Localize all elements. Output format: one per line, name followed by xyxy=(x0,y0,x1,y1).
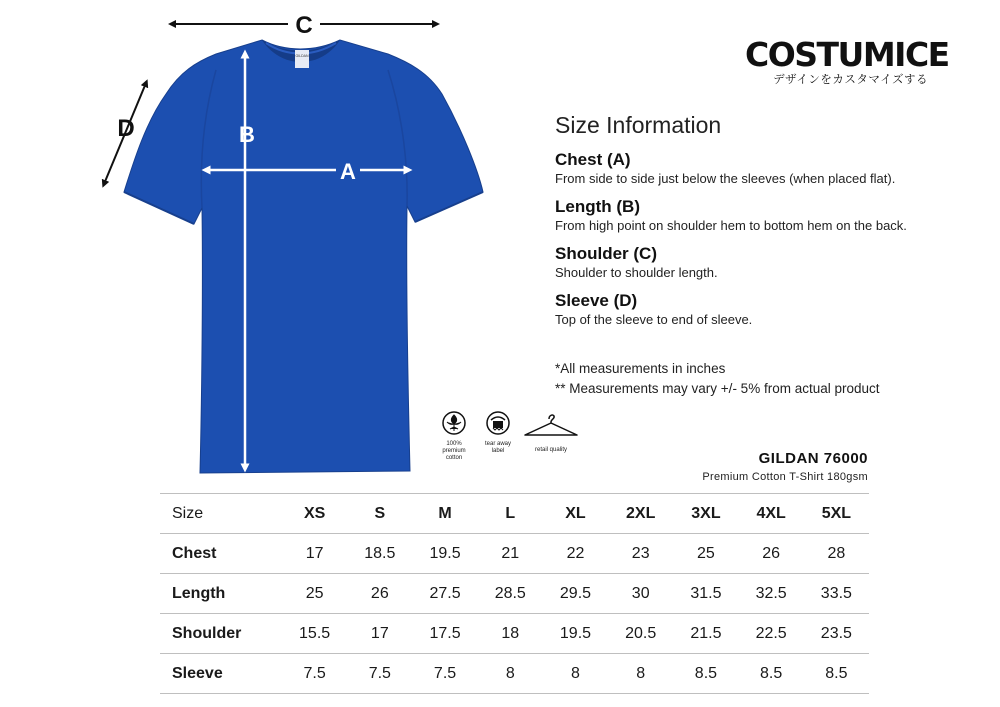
table-cell: 22.5 xyxy=(739,614,804,654)
feature-cotton-label: 100% premium cotton xyxy=(442,441,466,461)
table-cell: 15.5 xyxy=(282,614,347,654)
feature-tear-away-label: tear away label xyxy=(484,441,511,454)
info-desc: From side to side just below the sleeves (when placed flat). xyxy=(555,171,896,186)
info-heading: Length (B) xyxy=(555,197,640,216)
table-cell: 29.5 xyxy=(543,574,608,614)
table-cell: 25 xyxy=(673,534,738,574)
size-header-label: Size xyxy=(160,494,282,534)
feature-retail-label: retail quality xyxy=(534,447,567,453)
table-cell: 7.5 xyxy=(412,654,477,694)
product-info xyxy=(702,450,868,483)
info-desc: From high point on shoulder hem to bottom hem on the back. xyxy=(555,218,907,233)
feature-cotton xyxy=(437,410,471,462)
table-cell: 30 xyxy=(608,574,673,614)
table-cell: 8.5 xyxy=(804,654,869,694)
table-cell: 8 xyxy=(478,654,543,694)
info-item-chest xyxy=(555,149,975,187)
row-label: Length xyxy=(160,574,282,614)
table-cell: 17 xyxy=(282,534,347,574)
table-cell: 7.5 xyxy=(347,654,412,694)
table-cell: 23 xyxy=(608,534,673,574)
table-cell: 8 xyxy=(608,654,673,694)
table-cell: 31.5 xyxy=(673,574,738,614)
table-cell: 26 xyxy=(739,534,804,574)
table-row-chest xyxy=(160,534,869,574)
row-label: Chest xyxy=(160,534,282,574)
size-col-m: M xyxy=(412,494,477,534)
size-col-2xl: 2XL xyxy=(608,494,673,534)
measurement-notes xyxy=(555,359,880,399)
table-cell: 25 xyxy=(282,574,347,614)
table-cell: 8.5 xyxy=(673,654,738,694)
size-col-5xl: 5XL xyxy=(804,494,869,534)
size-col-l: L xyxy=(478,494,543,534)
size-col-s: S xyxy=(347,494,412,534)
table-cell: 28.5 xyxy=(478,574,543,614)
table-row-shoulder xyxy=(160,614,869,654)
table-cell: 19.5 xyxy=(412,534,477,574)
info-heading: Shoulder (C) xyxy=(555,244,657,263)
table-cell: 17.5 xyxy=(412,614,477,654)
brand-tagline: デザインをカスタマイズする xyxy=(773,74,928,86)
size-info-title: Size Information xyxy=(555,112,722,138)
table-cell: 20.5 xyxy=(608,614,673,654)
label-d: D xyxy=(117,115,135,142)
info-item-shoulder xyxy=(555,243,975,281)
neck-tag xyxy=(295,50,309,68)
info-heading: Chest (A) xyxy=(555,150,631,169)
neck-tag-text: GILDAN xyxy=(295,54,309,58)
table-cell: 32.5 xyxy=(739,574,804,614)
brand-logo xyxy=(745,35,949,87)
table-cell: 28 xyxy=(804,534,869,574)
table-cell: 18 xyxy=(478,614,543,654)
row-label: Shoulder xyxy=(160,614,282,654)
table-row-length xyxy=(160,574,869,614)
table-cell: 17 xyxy=(347,614,412,654)
table-cell: 33.5 xyxy=(804,574,869,614)
note-variance: ** Measurements may vary +/- 5% from actual product xyxy=(555,381,880,396)
label-c: C xyxy=(295,12,313,39)
size-col-4xl: 4XL xyxy=(739,494,804,534)
table-row-sleeve xyxy=(160,654,869,694)
label-b: B xyxy=(239,122,255,147)
size-col-xl: XL xyxy=(543,494,608,534)
table-cell: 8.5 xyxy=(739,654,804,694)
note-inches: *All measurements in inches xyxy=(555,361,726,376)
info-desc: Shoulder to shoulder length. xyxy=(555,265,718,280)
size-col-3xl: 3XL xyxy=(673,494,738,534)
feature-tear-away xyxy=(481,410,515,455)
tshirt-body xyxy=(124,40,483,473)
hanger-icon xyxy=(522,410,580,438)
label-a: A xyxy=(340,159,356,184)
product-name: GILDAN 76000 xyxy=(758,450,868,467)
table-cell: 22 xyxy=(543,534,608,574)
info-desc: Top of the sleeve to end of sleeve. xyxy=(555,312,753,327)
table-cell: 7.5 xyxy=(282,654,347,694)
table-cell: 23.5 xyxy=(804,614,869,654)
row-label: Sleeve xyxy=(160,654,282,694)
table-cell: 26 xyxy=(347,574,412,614)
size-header-row xyxy=(160,494,869,534)
brand-name: COSTUMICE xyxy=(745,35,949,74)
table-cell: 21 xyxy=(478,534,543,574)
info-item-sleeve xyxy=(555,290,975,328)
size-col-xs: XS xyxy=(282,494,347,534)
table-cell: 27.5 xyxy=(412,574,477,614)
size-info-section xyxy=(555,112,975,337)
info-heading: Sleeve (D) xyxy=(555,291,638,310)
cotton-icon xyxy=(441,410,467,438)
tear-away-label-icon xyxy=(485,410,511,438)
feature-retail xyxy=(521,410,581,454)
table-cell: 19.5 xyxy=(543,614,608,654)
size-table xyxy=(160,493,869,694)
info-item-length xyxy=(555,196,975,234)
table-cell: 21.5 xyxy=(673,614,738,654)
feature-icons xyxy=(437,410,587,470)
product-desc: Premium Cotton T-Shirt 180gsm xyxy=(702,471,868,483)
table-cell: 8 xyxy=(543,654,608,694)
table-cell: 18.5 xyxy=(347,534,412,574)
